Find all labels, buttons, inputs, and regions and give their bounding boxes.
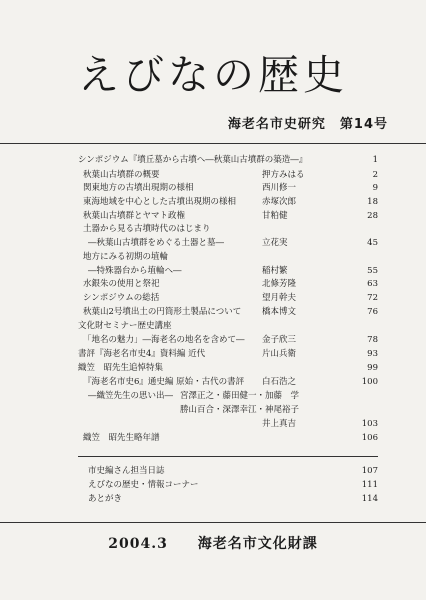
toc-entry-page: 107 (361, 466, 378, 476)
toc-entry-page: 103 (361, 419, 378, 429)
toc-entry-author: 橋本博文 (262, 307, 297, 317)
toc-entry-title: 地方にみる初期の埴輪 (83, 252, 169, 262)
toc-entry-author: 宮澤正之・藤田健一・加藤 学 (180, 391, 300, 401)
toc-entry-author: 片山兵衛 (262, 349, 297, 359)
toc-entry-author: 押方みはる (262, 170, 305, 180)
toc-entry-title: シンポジウムの総括 (83, 293, 160, 303)
toc-entry-author: 望月幹夫 (262, 293, 297, 303)
toc-entry-page: 114 (361, 494, 378, 504)
toc-entry-title: シンポジウム『墳丘墓から古墳へ―秋葉山古墳群の築造―』 (78, 155, 308, 165)
toc-entry-page: 63 (367, 279, 378, 289)
toc-entry-author: 稲村繁 (262, 266, 288, 276)
toc-entry-title: 関東地方の古墳出現期の様相 (83, 183, 194, 193)
toc-entry-author: 北條芳隆 (262, 279, 297, 289)
toc-entry-title: 書評『海老名市史4』資料編 近代 (78, 349, 206, 359)
toc-entry-page: 18 (367, 197, 378, 207)
toc-entry-page: 100 (361, 377, 378, 387)
toc-entry-title: 『海老名市史6』通史編 原始・古代の書評 (83, 377, 245, 387)
toc-entry-page: 93 (367, 349, 378, 359)
toc-entry-page: 1 (372, 155, 378, 165)
toc-entry-page: 76 (367, 307, 378, 317)
journal-subtitle: 海老名市史研究 第14号 (227, 117, 388, 132)
toc-entry-title: あとがき (88, 494, 123, 504)
toc-entry-title: 織笠 昭先生略年譜 (83, 433, 160, 443)
toc-entry-title: ―特殊器台から埴輪へ― (88, 266, 182, 276)
toc-entry-author: 立花実 (262, 238, 288, 248)
toc-entry-title: 土器から見る古墳時代のはじまり (83, 224, 211, 234)
toc-entry-title: 秋葉山古墳群とヤマト政権 (83, 211, 186, 221)
toc-entry-page: 99 (367, 363, 378, 373)
page-title: えびなの歴史 (78, 51, 348, 99)
toc-entry-title: ―織笠先生の思い出― (88, 391, 174, 401)
toc-entry-page: 9 (372, 183, 378, 193)
toc-entry-author: 井上真吉 (262, 419, 297, 429)
toc-entry-title: 水銀朱の使用と祭祀 (83, 279, 160, 289)
toc-entry-page: 106 (361, 433, 378, 443)
toc-entry-title: 「地名の魅力」―海老名の地名を含めて― (83, 335, 245, 345)
footer-rule (0, 522, 426, 523)
toc-entry-page: 2 (372, 170, 378, 180)
toc-entry-page: 55 (367, 266, 378, 276)
toc-entry-title: ―秋葉山古墳群をめぐる土器と墓― (88, 238, 225, 248)
toc-entry-title: 織笠 昭先生追悼特集 (78, 363, 164, 373)
toc-entry-title: 秋葉山2号墳出土の円筒形土製品について (83, 307, 242, 317)
header-rule (0, 143, 426, 144)
toc-entry-page: 28 (367, 211, 378, 221)
footer (0, 533, 426, 553)
toc-entry-author: 勝山百合・深澤幸江・神尾裕子 (180, 405, 300, 415)
toc-entry-page: 111 (361, 480, 378, 490)
toc-entry-title: 市史編さん担当日誌 (88, 466, 165, 476)
toc-entry-title: 文化財セミナー歴史講座 (78, 321, 172, 331)
toc-entry-page: 45 (367, 238, 378, 248)
publisher-name: 海老名市文化財課 (197, 536, 318, 552)
toc-entry-page: 72 (367, 293, 378, 303)
toc-entry-author: 白石浩之 (262, 377, 297, 387)
toc-entry-author: 金子欣三 (262, 335, 297, 345)
toc-entry-page: 78 (367, 335, 378, 345)
toc-entry-author: 西川修一 (262, 183, 297, 193)
publication-date: 2004.3 (108, 536, 168, 552)
toc-entry-author: 甘粕健 (262, 211, 288, 221)
toc-entry-title: 東海地域を中心とした古墳出現期の様相 (83, 197, 237, 207)
toc-entry-title: えびなの歴史・情報コーナー (88, 480, 199, 490)
toc-entry-author: 赤塚次郎 (262, 197, 297, 207)
toc-entry-title: 秋葉山古墳群の概要 (83, 170, 160, 180)
toc-divider (78, 456, 378, 457)
